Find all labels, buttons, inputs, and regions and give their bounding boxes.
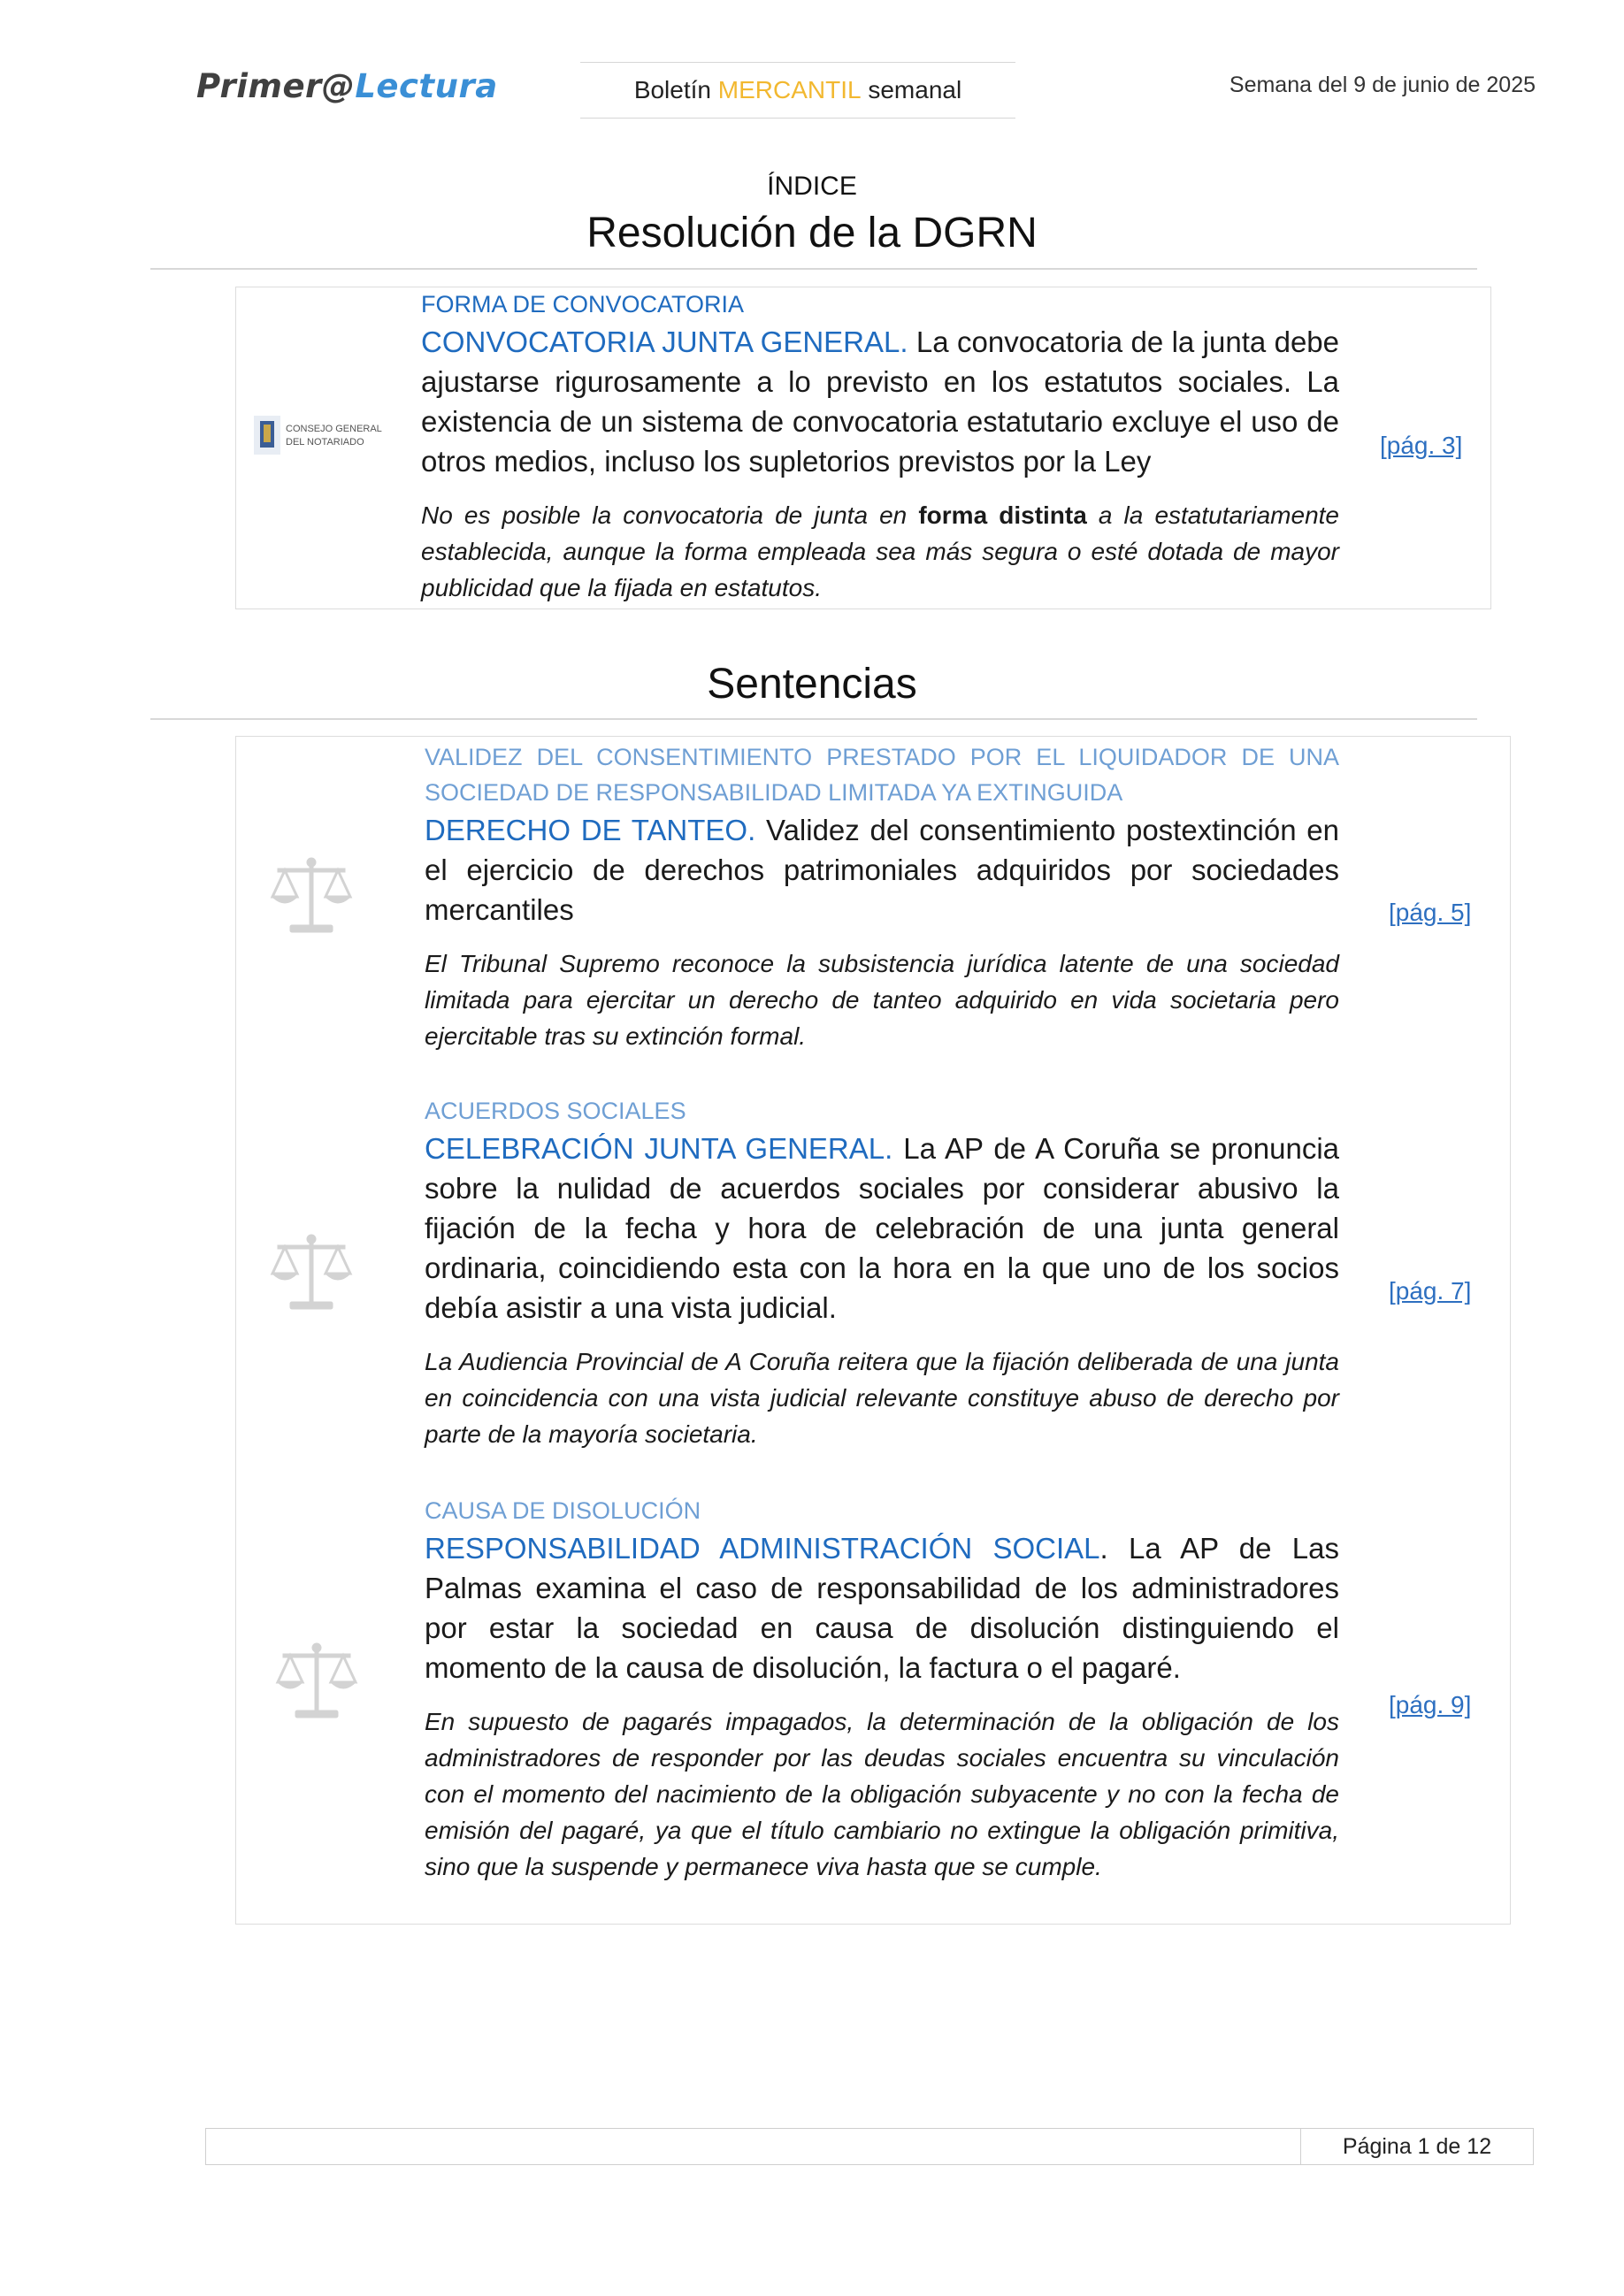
entry-summary: [421, 497, 1339, 606]
entry-summary: La Audiencia Provincial de A Coruña reitera que la fijación deliberada de una junta en coincidencia con una vista judicial relevante constituye abuso de derecho por parte de la mayoría societaria.: [425, 1348, 1339, 1448]
page-number: Página 1 de 12: [1300, 2129, 1533, 2164]
scales-icon: [269, 1233, 354, 1319]
entry-description: [425, 1129, 1339, 1328]
entry-description: [425, 1528, 1339, 1688]
bulletin-prefix: Boletín: [633, 76, 711, 103]
sentencia-entry-2: [425, 1093, 1339, 1452]
entry-description: [421, 322, 1339, 481]
entry-text: La AP de A Coruña se pronuncia sobre la nulidad de acuerdos sociales por considerar abusivo la fijación de la fecha y hora de celebración de una junta general ordinaria, coincidiendo esta con la hora en la que uno de los socios debía asistir a una vista judicial.: [425, 1132, 1340, 1324]
page-footer: [205, 2128, 1534, 2165]
brand-logo-part2: Lectura: [355, 67, 498, 105]
bulletin-accent: MERCANTIL: [717, 76, 862, 103]
section-divider: [150, 268, 1477, 270]
entry-summary: El Tribunal Supremo reconoce la subsistencia jurídica latente de una sociedad limitada para ejercitar un derecho de tanteo adquirido en vida societaria pero ejercitable tras su extinción formal.: [425, 950, 1339, 1050]
dgrn-entry: [421, 287, 1339, 606]
entry-text: . La AP de Las Palmas examina el caso de responsabilidad de los administradores por estar la sociedad en causa de disolución distinguiendo el momento de la causa de disolución, la factura o el pagaré.: [425, 1532, 1339, 1684]
section-title-dgrn: Resolución de la DGRN: [586, 210, 1038, 256]
entry-summary: En supuesto de pagarés impagados, la determinación de la obligación de los administradores de responder por las deudas sociales encuentra su vinculación con el momento del nacimiento de la obligación subyacente y no con la fecha de emisión del pagaré, ya que el título cambiario no extingue la obligación primitiva, sino que la suspende y permanece viva hasta que se cumple.: [425, 1708, 1339, 1880]
bulletin-suffix: semanal: [868, 76, 962, 103]
entry-description: [425, 810, 1339, 930]
entry-text: Validez del consentimiento postextinción en el ejercicio de derechos patrimoniales adquiridos por sociedades mercantiles: [425, 814, 1340, 926]
entry-lead: DERECHO DE TANTEO.: [425, 814, 756, 846]
summary-part-a: No es posible la convocatoria de junta en: [421, 501, 919, 529]
page-ref-link-7[interactable]: [pág. 7]: [1389, 1277, 1472, 1305]
svg-text:DEL NOTARIADO: DEL NOTARIADO: [286, 437, 364, 448]
sentencia-entry-1: [425, 739, 1339, 1054]
svg-text:CONSEJO GENERAL: CONSEJO GENERAL: [286, 424, 382, 434]
week-label: Semana del 9 de junio de 2025: [1229, 73, 1536, 97]
page-ref-link-5[interactable]: [pág. 5]: [1389, 899, 1472, 926]
entry-category: CAUSA DE DISOLUCIÓN: [425, 1497, 701, 1524]
notariado-logo: [252, 400, 394, 479]
entry-category: VALIDEZ DEL CONSENTIMIENTO PRESTADO POR EL LIQUIDADOR DE UNA SOCIEDAD DE RESPONSABILIDAD LIMITADA YA EXTINGUIDA: [425, 744, 1339, 806]
entry-category: FORMA DE CONVOCATORIA: [421, 291, 745, 318]
summary-emphasis: forma distinta: [918, 501, 1087, 529]
scales-icon: [269, 856, 354, 942]
bulletin-title: [580, 62, 1015, 119]
entry-lead: CELEBRACIÓN JUNTA GENERAL.: [425, 1132, 893, 1165]
page-ref-link-9[interactable]: [pág. 9]: [1389, 1691, 1472, 1718]
sentencia-entry-3: [425, 1493, 1339, 1885]
entry-lead: RESPONSABILIDAD ADMINISTRACIÓN SOCIAL: [425, 1532, 1100, 1565]
entry-text: La convocatoria de la junta debe ajustarse rigurosamente a lo previsto en los estatutos sociales. La existencia de un sistema de convocatoria estatutario excluye el uso de otros medios, incluso los supletorios previstos por la Ley: [421, 325, 1340, 478]
entry-lead: CONVOCATORIA JUNTA GENERAL.: [421, 325, 908, 358]
entry-category: ACUERDOS SOCIALES: [425, 1098, 686, 1124]
section-divider: [150, 718, 1477, 720]
brand-logo-part1: Primer@: [196, 67, 356, 105]
page-ref-link-3[interactable]: [pág. 3]: [1380, 432, 1463, 459]
section-title-sentencias: Sentencias: [707, 661, 917, 708]
brand-logo: [196, 67, 498, 105]
index-label: ÍNDICE: [767, 172, 857, 201]
scales-icon: [274, 1642, 359, 1727]
summary-part-b: a la estatutariamente establecida, aunque la forma empleada sea más segura o esté dotada de mayor publicidad que la fijada en estatutos.: [421, 501, 1340, 601]
